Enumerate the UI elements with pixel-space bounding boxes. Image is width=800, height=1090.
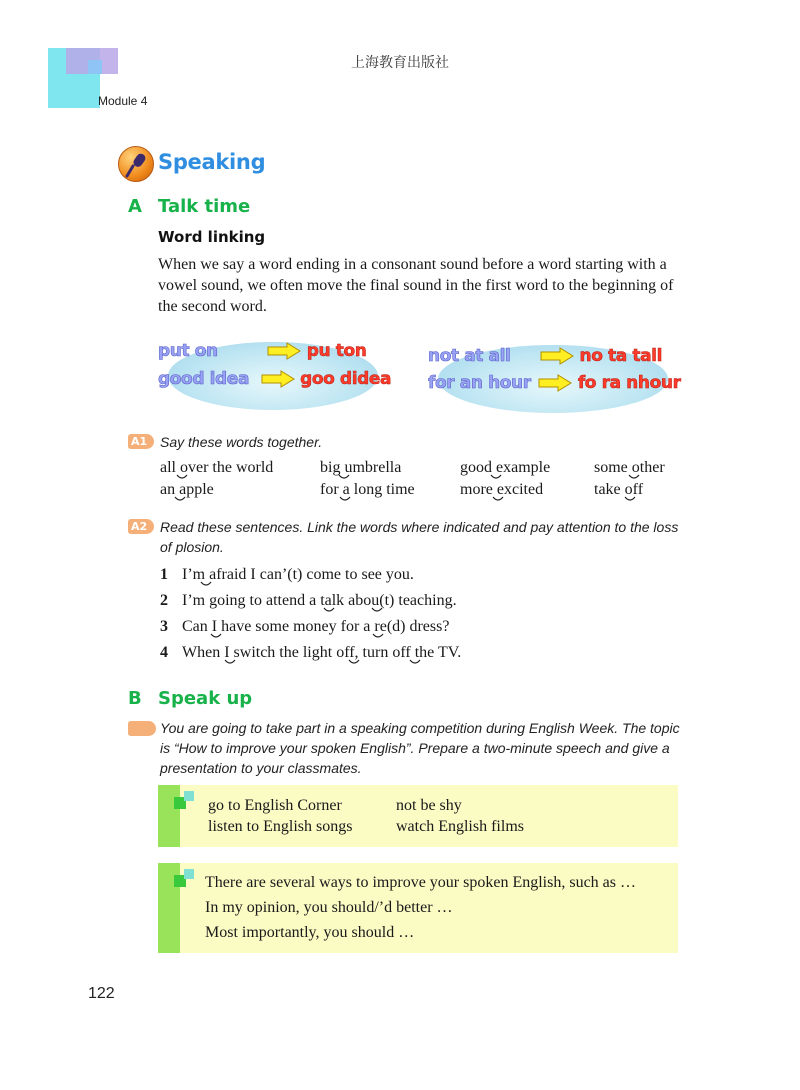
link-mark-icon — [338, 474, 350, 481]
example-original: for an hour — [428, 373, 531, 393]
a1-instruction: Say these words together. — [160, 434, 323, 450]
linking-phrase: big umbrella — [320, 459, 401, 477]
link-mark-icon — [323, 607, 335, 614]
idea-item: listen to English songs — [208, 818, 353, 835]
link-mark-icon — [409, 659, 421, 666]
example-original: not at all — [428, 346, 511, 366]
exercise-tag-a2: A2 — [128, 519, 154, 534]
arrow-right-icon — [267, 342, 301, 360]
link-mark-icon — [224, 659, 236, 666]
example-original: put on — [158, 341, 218, 361]
example-linked: fo ra nhour — [577, 373, 681, 393]
link-mark-icon — [348, 659, 360, 666]
exercise-tag-a1: A1 — [128, 434, 154, 449]
publisher-name: 上海教育出版社 — [351, 55, 449, 71]
exercise-tag-b — [128, 721, 156, 736]
example-linked: pu ton — [306, 341, 367, 361]
section-b-title: Speak up — [158, 688, 253, 709]
intro-paragraph: When we say a word ending in a consonant sound before a word starting with a vowel sound, we often move the final sound in the first word to the beginning of the second word. — [158, 256, 674, 315]
link-mark-icon — [628, 474, 640, 481]
link-mark-icon — [176, 474, 188, 481]
link-mark-icon — [200, 581, 212, 588]
link-mark-icon — [624, 496, 636, 503]
link-mark-icon — [492, 496, 504, 503]
section-a-title: Talk time — [158, 196, 251, 217]
example-linked: no ta tall — [579, 346, 663, 366]
example-linked: goo didea — [300, 369, 392, 389]
link-mark-icon — [174, 496, 186, 503]
section-b-letter: B — [128, 688, 142, 709]
idea-item: watch English films — [396, 818, 524, 835]
link-mark-icon — [372, 633, 384, 640]
section-a-letter: A — [128, 196, 142, 217]
link-mark-icon — [210, 633, 222, 640]
sentence-item: 4 When I switch the light off, turn off the TV. — [160, 644, 461, 662]
useful-phrase: There are several ways to improve your spoken English, such as … — [205, 874, 636, 891]
linking-phrase: more excited — [460, 481, 543, 499]
linking-phrase: all over the world — [160, 459, 273, 477]
example-row — [428, 346, 662, 366]
arrow-right-icon — [538, 374, 572, 392]
b-instruction: You are going to take part in a speaking competition during English Week. The topic is “How to improve your spoken English”. Prepare a two-minute speech and give a presentation to your classmates. — [160, 720, 680, 776]
useful-phrases-box — [158, 863, 678, 953]
example-row — [158, 369, 391, 389]
linking-phrase: good example — [460, 459, 550, 477]
sentence-item: 3 Can I have some money for a re(d) dress? — [160, 618, 449, 636]
arrow-right-icon — [261, 370, 295, 388]
link-mark-icon — [371, 607, 383, 614]
module-label: Module 4 — [98, 94, 148, 108]
useful-phrase: Most importantly, you should … — [205, 924, 415, 941]
link-mark-icon — [490, 474, 502, 481]
linking-phrase: for a long time — [320, 481, 415, 499]
page-number: 122 — [88, 985, 115, 1002]
idea-item: not be shy — [396, 797, 462, 814]
useful-phrase: In my opinion, you should/’d better … — [205, 899, 453, 916]
link-mark-icon — [339, 496, 351, 503]
a2-instruction: Read these sentences. Link the words where indicated and pay attention to the loss of plosion. — [160, 519, 679, 555]
linking-phrase: an apple — [160, 481, 214, 499]
linking-phrase: some other — [594, 459, 665, 477]
microphone-icon — [118, 146, 154, 182]
section-title-speaking: Speaking — [158, 150, 266, 174]
word-linking-heading: Word linking — [158, 228, 266, 246]
example-row — [428, 373, 681, 393]
idea-item: go to English Corner — [208, 797, 342, 814]
ideas-box — [158, 785, 678, 847]
sentence-item: 2 I’m going to attend a talk abou(t) teaching. — [160, 592, 457, 610]
arrow-right-icon — [540, 347, 574, 365]
example-row — [158, 341, 366, 361]
example-original: good idea — [158, 369, 250, 389]
sentence-item: 1 I’m afraid I can’(t) come to see you. — [160, 566, 414, 584]
linking-phrase: take off — [594, 481, 643, 499]
